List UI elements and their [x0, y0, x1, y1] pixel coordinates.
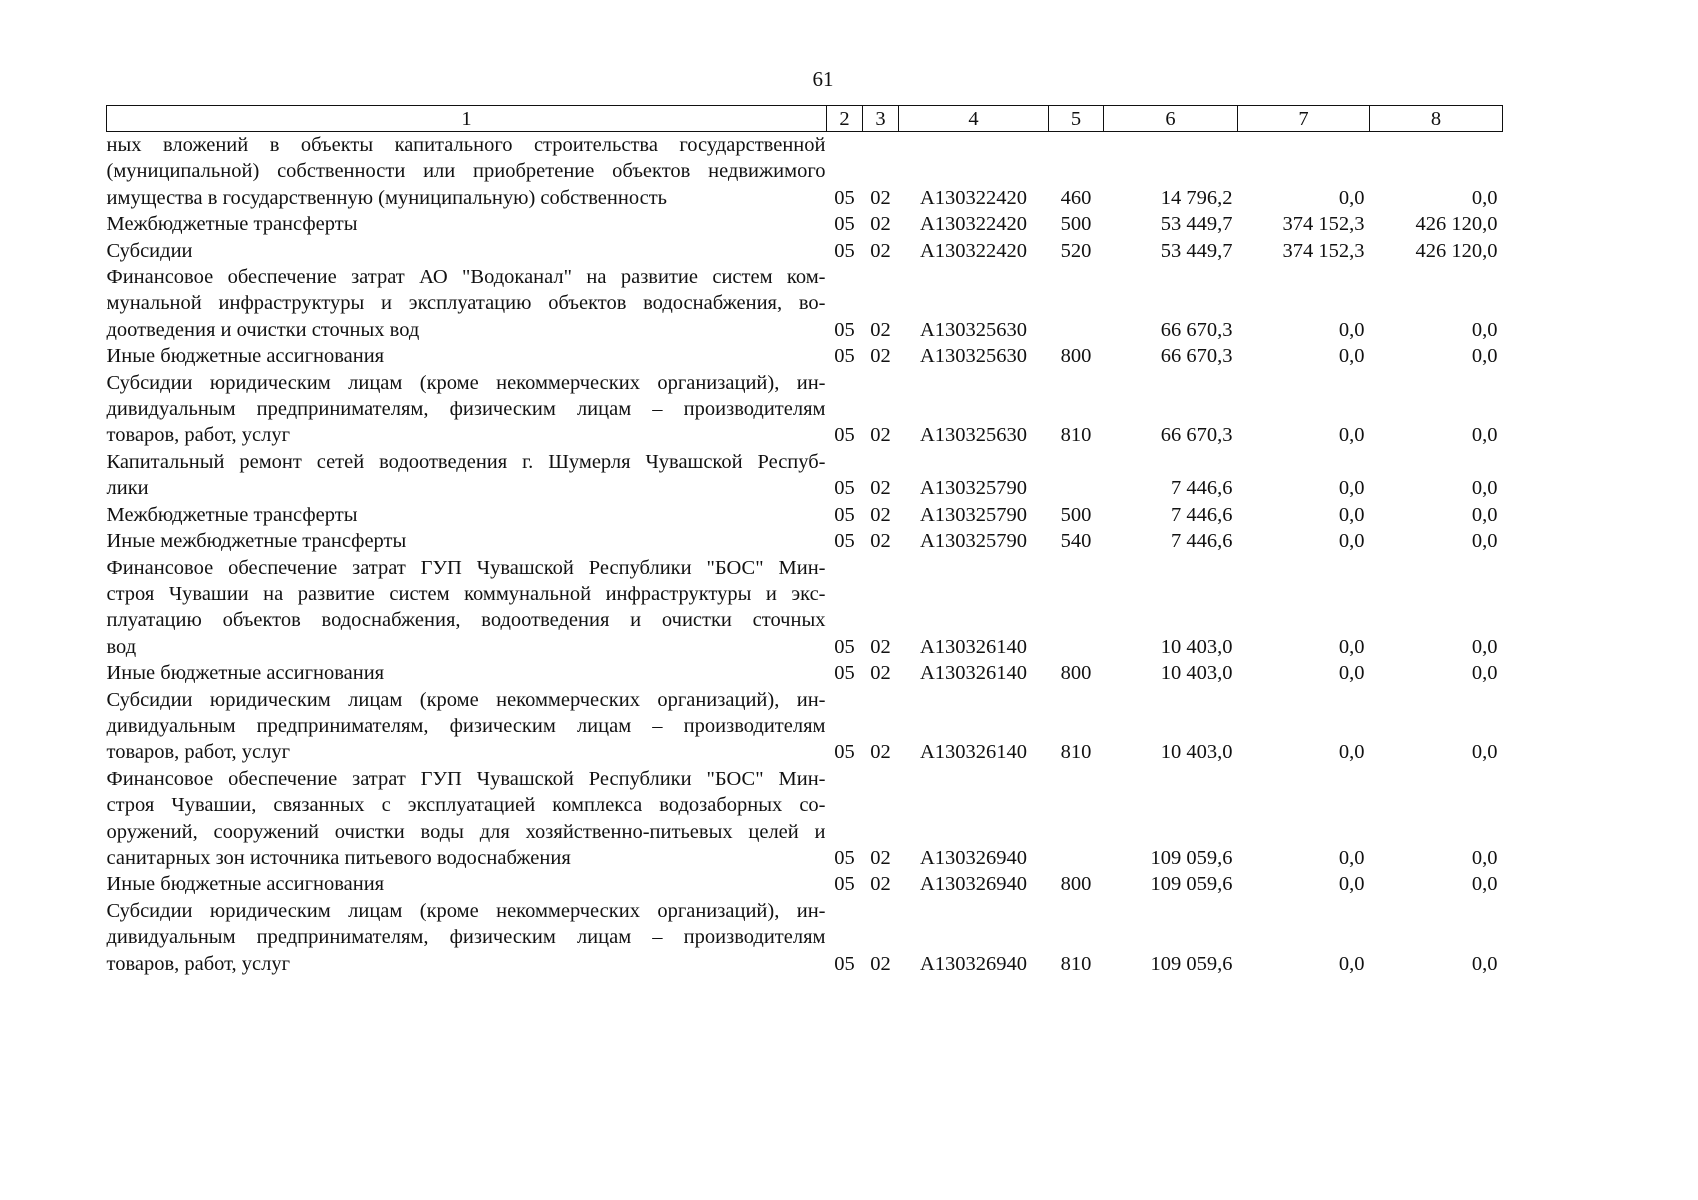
amount-year-2: 0,0	[1338, 186, 1365, 209]
budget-table	[106, 105, 1503, 977]
amount-year-3: 426 120,0	[1415, 239, 1498, 262]
description-line: Иные межбюджетные трансферты	[106, 530, 407, 553]
row-description	[107, 898, 827, 977]
target-article-code: А130326940	[919, 952, 1028, 975]
amount-year-1: 10 403,0	[1160, 635, 1233, 658]
subsection-code: 02	[870, 873, 891, 896]
section-code: 05	[834, 530, 855, 553]
column-header: 2	[827, 106, 863, 132]
section-code: 05	[834, 662, 855, 685]
column-header: 6	[1104, 106, 1238, 132]
amount-year-2: 374 152,3	[1282, 213, 1365, 236]
section-code: 05	[834, 424, 855, 447]
description-line: дивидуальным предпринимателям, физическим лицам – производителям	[106, 398, 826, 421]
table-row	[107, 449, 1503, 502]
table-row	[107, 211, 1503, 237]
amount-year-1: 7 446,6	[1171, 530, 1233, 553]
description-line: мунальной инфраструктуры и эксплуатацию объектов водоснабжения, во-	[106, 292, 826, 315]
amount-year-1: 66 670,3	[1160, 345, 1233, 368]
description-line: вод	[106, 635, 137, 658]
section-code: 05	[834, 873, 855, 896]
amount-year-2: 0,0	[1338, 345, 1365, 368]
subsection-code: 02	[870, 239, 891, 262]
subsection-code: 02	[870, 424, 891, 447]
description-line: дивидуальным предпринимателям, физическим лицам – производителям	[106, 926, 826, 949]
description-line: Субсидии	[106, 239, 193, 262]
amount-year-1: 14 796,2	[1160, 186, 1233, 209]
target-article-code: А130322420	[919, 186, 1028, 209]
column-header: 4	[899, 106, 1049, 132]
section-code: 05	[834, 846, 855, 869]
amount-year-3: 0,0	[1471, 186, 1498, 209]
target-article-code: А130326140	[919, 741, 1028, 764]
target-article-code: А130326940	[919, 873, 1028, 896]
page-number: 61	[812, 67, 834, 91]
amount-year-2: 0,0	[1338, 952, 1365, 975]
subsection-code: 02	[870, 503, 891, 526]
table-row	[107, 766, 1503, 872]
subsection-code: 02	[870, 318, 891, 341]
description-line: Межбюджетные трансферты	[106, 213, 358, 236]
amount-year-1: 10 403,0	[1160, 741, 1233, 764]
table-row	[107, 687, 1503, 766]
table-row	[107, 871, 1503, 897]
description-line: строя Чувашии на развитие систем коммунальной инфраструктуры и экс-	[106, 582, 826, 605]
table-row	[107, 555, 1503, 661]
target-article-code: А130325630	[919, 424, 1028, 447]
amount-year-3: 0,0	[1471, 846, 1498, 869]
amount-year-2: 0,0	[1338, 635, 1365, 658]
expense-type-code: 810	[1060, 424, 1092, 447]
subsection-code: 02	[870, 741, 891, 764]
expense-type-code	[1049, 449, 1104, 502]
expense-type-code: 540	[1060, 530, 1092, 553]
target-article-code: А130325630	[919, 318, 1028, 341]
table-row	[107, 898, 1503, 977]
amount-year-1: 53 449,7	[1160, 213, 1233, 236]
expense-type-code: 810	[1060, 952, 1092, 975]
section-code: 05	[834, 952, 855, 975]
target-article-code: А130325630	[919, 345, 1028, 368]
description-line: товаров, работ, услуг	[106, 952, 291, 975]
row-description	[107, 132, 827, 212]
amount-year-2: 0,0	[1338, 503, 1365, 526]
column-header: 5	[1049, 106, 1104, 132]
amount-year-2: 0,0	[1338, 873, 1365, 896]
section-code: 05	[834, 318, 855, 341]
amount-year-1: 7 446,6	[1171, 503, 1233, 526]
table-header-row	[107, 106, 1503, 132]
expense-type-code: 800	[1060, 873, 1092, 896]
amount-year-3: 0,0	[1471, 741, 1498, 764]
description-line: товаров, работ, услуг	[106, 424, 291, 447]
description-line: имущества в государственную (муниципальную) собственность	[106, 186, 668, 209]
description-line: Финансовое обеспечение затрат АО "Водоканал" на развитие систем ком-	[106, 266, 826, 289]
amount-year-3: 0,0	[1471, 662, 1498, 685]
amount-year-3: 0,0	[1471, 477, 1498, 500]
target-article-code: А130325790	[919, 477, 1028, 500]
amount-year-3: 0,0	[1471, 424, 1498, 447]
amount-year-3: 0,0	[1471, 873, 1498, 896]
column-header: 3	[863, 106, 899, 132]
subsection-code: 02	[870, 952, 891, 975]
description-line: Капитальный ремонт сетей водоотведения г. Шумерля Чувашской Респуб-	[106, 450, 826, 473]
amount-year-3: 426 120,0	[1415, 213, 1498, 236]
amount-year-1: 109 059,6	[1150, 952, 1233, 975]
table-row	[107, 502, 1503, 528]
section-code: 05	[834, 477, 855, 500]
description-line: Финансовое обеспечение затрат ГУП Чувашской Республики "БОС" Мин-	[106, 767, 826, 790]
section-code: 05	[834, 239, 855, 262]
row-description	[107, 528, 827, 554]
target-article-code: А130326940	[919, 846, 1028, 869]
description-line: оружений, сооружений очистки воды для хозяйственно-питьевых целей и	[106, 820, 826, 843]
amount-year-2: 0,0	[1338, 477, 1365, 500]
target-article-code: А130326140	[919, 635, 1028, 658]
section-code: 05	[834, 345, 855, 368]
description-line: плуатацию объектов водоснабжения, водоотведения и очистки сточных	[106, 609, 826, 632]
table-row	[107, 238, 1503, 264]
row-description	[107, 502, 827, 528]
description-line: Межбюджетные трансферты	[106, 503, 358, 526]
subsection-code: 02	[870, 186, 891, 209]
column-header: 7	[1238, 106, 1370, 132]
row-description	[107, 211, 827, 237]
subsection-code: 02	[870, 846, 891, 869]
amount-year-3: 0,0	[1471, 530, 1498, 553]
table-row	[107, 528, 1503, 554]
expense-type-code: 520	[1060, 239, 1092, 262]
amount-year-3: 0,0	[1471, 635, 1498, 658]
table-row	[107, 343, 1503, 369]
amount-year-2: 0,0	[1338, 662, 1365, 685]
amount-year-2: 0,0	[1338, 318, 1365, 341]
amount-year-1: 7 446,6	[1171, 477, 1233, 500]
target-article-code: А130322420	[919, 213, 1028, 236]
column-header: 1	[107, 106, 827, 132]
description-line: доотведения и очистки сточных вод	[106, 318, 420, 341]
row-description	[107, 238, 827, 264]
section-code: 05	[834, 741, 855, 764]
expense-type-code: 500	[1060, 213, 1092, 236]
amount-year-3: 0,0	[1471, 345, 1498, 368]
row-description	[107, 687, 827, 766]
description-line: (муниципальной) собственности или приобретение объектов недвижимого	[106, 160, 826, 183]
description-line: Субсидии юридическим лицам (кроме некоммерческих организаций), ин-	[106, 899, 826, 922]
amount-year-1: 10 403,0	[1160, 662, 1233, 685]
amount-year-3: 0,0	[1471, 952, 1498, 975]
table-body	[107, 132, 1503, 978]
description-line: строя Чувашии, связанных с эксплуатацией комплекса водозаборных со-	[106, 794, 826, 817]
expense-type-code	[1049, 264, 1104, 343]
row-description	[107, 766, 827, 872]
section-code: 05	[834, 213, 855, 236]
subsection-code: 02	[870, 213, 891, 236]
amount-year-1: 53 449,7	[1160, 239, 1233, 262]
expense-type-code: 460	[1060, 186, 1092, 209]
expense-type-code: 500	[1060, 503, 1092, 526]
expense-type-code: 810	[1060, 741, 1092, 764]
amount-year-2: 0,0	[1338, 424, 1365, 447]
description-line: Субсидии юридическим лицам (кроме некоммерческих организаций), ин-	[106, 371, 826, 394]
amount-year-3: 0,0	[1471, 318, 1498, 341]
subsection-code: 02	[870, 345, 891, 368]
amount-year-3: 0,0	[1471, 503, 1498, 526]
description-line: дивидуальным предпринимателям, физическим лицам – производителям	[106, 714, 826, 737]
row-description	[107, 264, 827, 343]
table-row	[107, 264, 1503, 343]
target-article-code: А130325790	[919, 503, 1028, 526]
table-row	[107, 132, 1503, 212]
amount-year-1: 109 059,6	[1150, 873, 1233, 896]
row-description	[107, 449, 827, 502]
subsection-code: 02	[870, 662, 891, 685]
section-code: 05	[834, 503, 855, 526]
description-line: Иные бюджетные ассигнования	[106, 345, 385, 368]
description-line: Иные бюджетные ассигнования	[106, 662, 385, 685]
amount-year-2: 374 152,3	[1282, 239, 1365, 262]
description-line: Финансовое обеспечение затрат ГУП Чувашской Республики "БОС" Мин-	[106, 556, 826, 579]
target-article-code: А130322420	[919, 239, 1028, 262]
row-description	[107, 555, 827, 661]
row-description	[107, 871, 827, 897]
description-line: санитарных зон источника питьевого водоснабжения	[106, 846, 571, 869]
amount-year-1: 66 670,3	[1160, 318, 1233, 341]
description-line: лики	[106, 477, 149, 500]
row-description	[107, 370, 827, 449]
amount-year-2: 0,0	[1338, 741, 1365, 764]
subsection-code: 02	[870, 635, 891, 658]
description-line: ных вложений в объекты капитального строительства государственной	[106, 134, 826, 156]
description-line: Иные бюджетные ассигнования	[106, 873, 385, 896]
description-line: товаров, работ, услуг	[106, 741, 291, 764]
expense-type-code	[1049, 555, 1104, 661]
expense-type-code	[1049, 766, 1104, 872]
amount-year-1: 109 059,6	[1150, 846, 1233, 869]
expense-type-code: 800	[1060, 345, 1092, 368]
section-code: 05	[834, 635, 855, 658]
table-row	[107, 660, 1503, 686]
row-description	[107, 660, 827, 686]
target-article-code: А130326140	[919, 662, 1028, 685]
row-description	[107, 343, 827, 369]
amount-year-2: 0,0	[1338, 846, 1365, 869]
amount-year-1: 66 670,3	[1160, 424, 1233, 447]
description-line: Субсидии юридическим лицам (кроме некоммерческих организаций), ин-	[106, 688, 826, 711]
expense-type-code: 800	[1060, 662, 1092, 685]
subsection-code: 02	[870, 477, 891, 500]
target-article-code: А130325790	[919, 530, 1028, 553]
column-header: 8	[1370, 106, 1503, 132]
subsection-code: 02	[870, 530, 891, 553]
table-row	[107, 370, 1503, 449]
amount-year-2: 0,0	[1338, 530, 1365, 553]
section-code: 05	[834, 186, 855, 209]
